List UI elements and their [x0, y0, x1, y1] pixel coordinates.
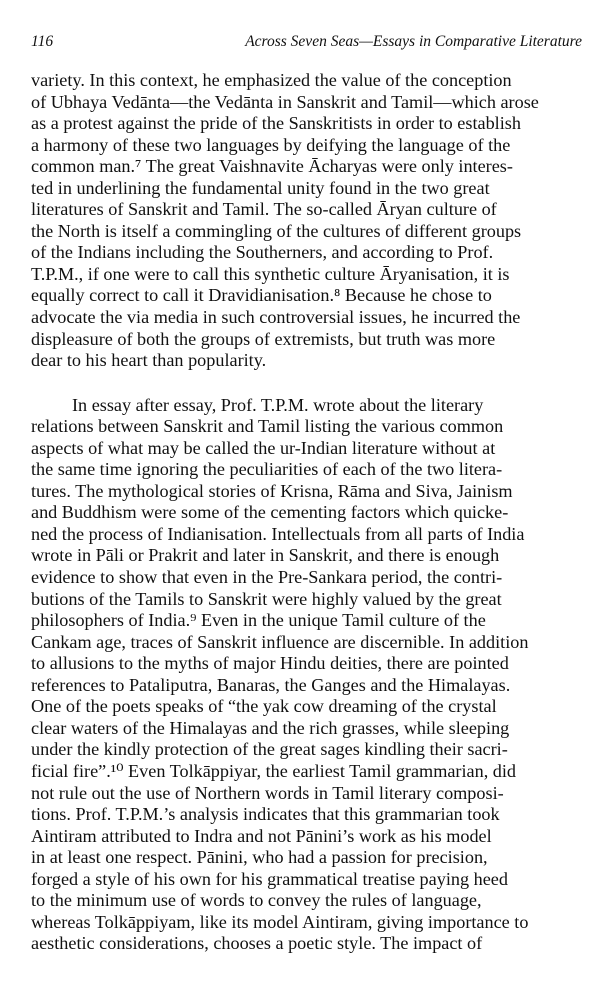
text-line: Aintiram attributed to Indra and not Pānini’s work as his model: [31, 825, 492, 846]
page-number: 116: [31, 33, 54, 50]
paragraph: [31, 70, 580, 372]
text-line: ned the process of Indianisation. Intellectuals from all parts of India: [31, 523, 525, 544]
text-line: whereas Tolkāppiyam, like its model Aintiram, giving importance to: [31, 911, 529, 932]
text-line: wrote in Pāli or Prakrit and later in Sanskrit, and there is enough: [31, 545, 500, 566]
text-line: butions of the Tamils to Sanskrit were highly valued by the great: [31, 588, 502, 609]
text-line: aspects of what may be called the ur-Indian literature without at: [31, 437, 496, 458]
text-line: T.P.M., if one were to call this synthetic culture Āryanisation, it is: [31, 263, 510, 284]
text-line: under the kindly protection of the great sages kindling their sacri-: [31, 739, 508, 760]
book-title: Across Seven Seas—Essays in Comparative Literature: [245, 33, 582, 50]
text-line: equally correct to call it Dravidianisation.⁸ Because he chose to: [31, 285, 492, 306]
text-line: and Buddhism were some of the cementing factors which quicke-: [31, 502, 509, 523]
text-line: variety. In this context, he emphasized the value of the conception: [31, 70, 512, 90]
text-line: dear to his heart than popularity.: [31, 350, 267, 371]
text-line: tures. The mythological stories of Krisna, Rāma and Siva, Jainism: [31, 480, 513, 501]
text-line: In essay after essay, Prof. T.P.M. wrote about the literary: [72, 394, 484, 415]
text-line: of Ubhaya Vedānta—the Vedānta in Sanskrit and Tamil—which arose: [31, 91, 539, 112]
text-line: tions. Prof. T.P.M.’s analysis indicates that this grammarian took: [31, 804, 500, 825]
text-line: philosophers of India.⁹ Even in the unique Tamil culture of the: [31, 610, 486, 631]
text-line: to allusions to the myths of major Hindu deities, there are pointed: [31, 653, 509, 674]
text-line: references to Pataliputra, Banaras, the Ganges and the Himalayas.: [31, 674, 511, 695]
text-line: advocate the via media in such controversial issues, he incurred the: [31, 307, 521, 328]
text-line: the same time ignoring the peculiarities of each of the two litera-: [31, 459, 503, 480]
text-line: literatures of Sanskrit and Tamil. The so-called Āryan culture of: [31, 199, 497, 220]
text-line: evidence to show that even in the Pre-Sankara period, the contri-: [31, 567, 503, 588]
text-line: common man.⁷ The great Vaishnavite Ācharyas were only interes-: [31, 156, 513, 177]
text-line: a harmony of these two languages by deifying the language of the: [31, 134, 511, 155]
text-line: ted in underlining the fundamental unity found in the two great: [31, 177, 490, 198]
body-text: [31, 70, 580, 955]
text-line: of the Indians including the Southerners, and according to Prof.: [31, 242, 494, 263]
text-line: as a protest against the pride of the Sanskritists in order to establish: [31, 113, 521, 134]
text-line: displeasure of both the groups of extremists, but truth was more: [31, 328, 496, 349]
text-line: aesthetic considerations, chooses a poetic style. The impact of: [31, 933, 483, 954]
text-line: not rule out the use of Northern words in Tamil literary composi-: [31, 782, 504, 803]
text-line: clear waters of the Himalayas and the rich grasses, while sleeping: [31, 717, 510, 738]
text-line: in at least one respect. Pānini, who had a passion for precision,: [31, 847, 488, 868]
paragraph-gap: [31, 372, 580, 395]
paragraph: [31, 395, 580, 955]
text-line: ficial fire”.¹⁰ Even Tolkāppiyar, the earliest Tamil grammarian, did: [31, 760, 517, 781]
text-line: forged a style of his own for his grammatical treatise paying heed: [31, 868, 508, 889]
text-line: One of the poets speaks of “the yak cow dreaming of the crystal: [31, 696, 497, 717]
text-line: Cankam age, traces of Sanskrit influence are discernible. In addition: [31, 631, 529, 652]
text-line: the North is itself a commingling of the cultures of different groups: [31, 220, 522, 241]
text-line: relations between Sanskrit and Tamil listing the various common: [31, 416, 504, 437]
running-head: [31, 33, 582, 55]
text-line: to the minimum use of words to convey the rules of language,: [31, 890, 482, 911]
